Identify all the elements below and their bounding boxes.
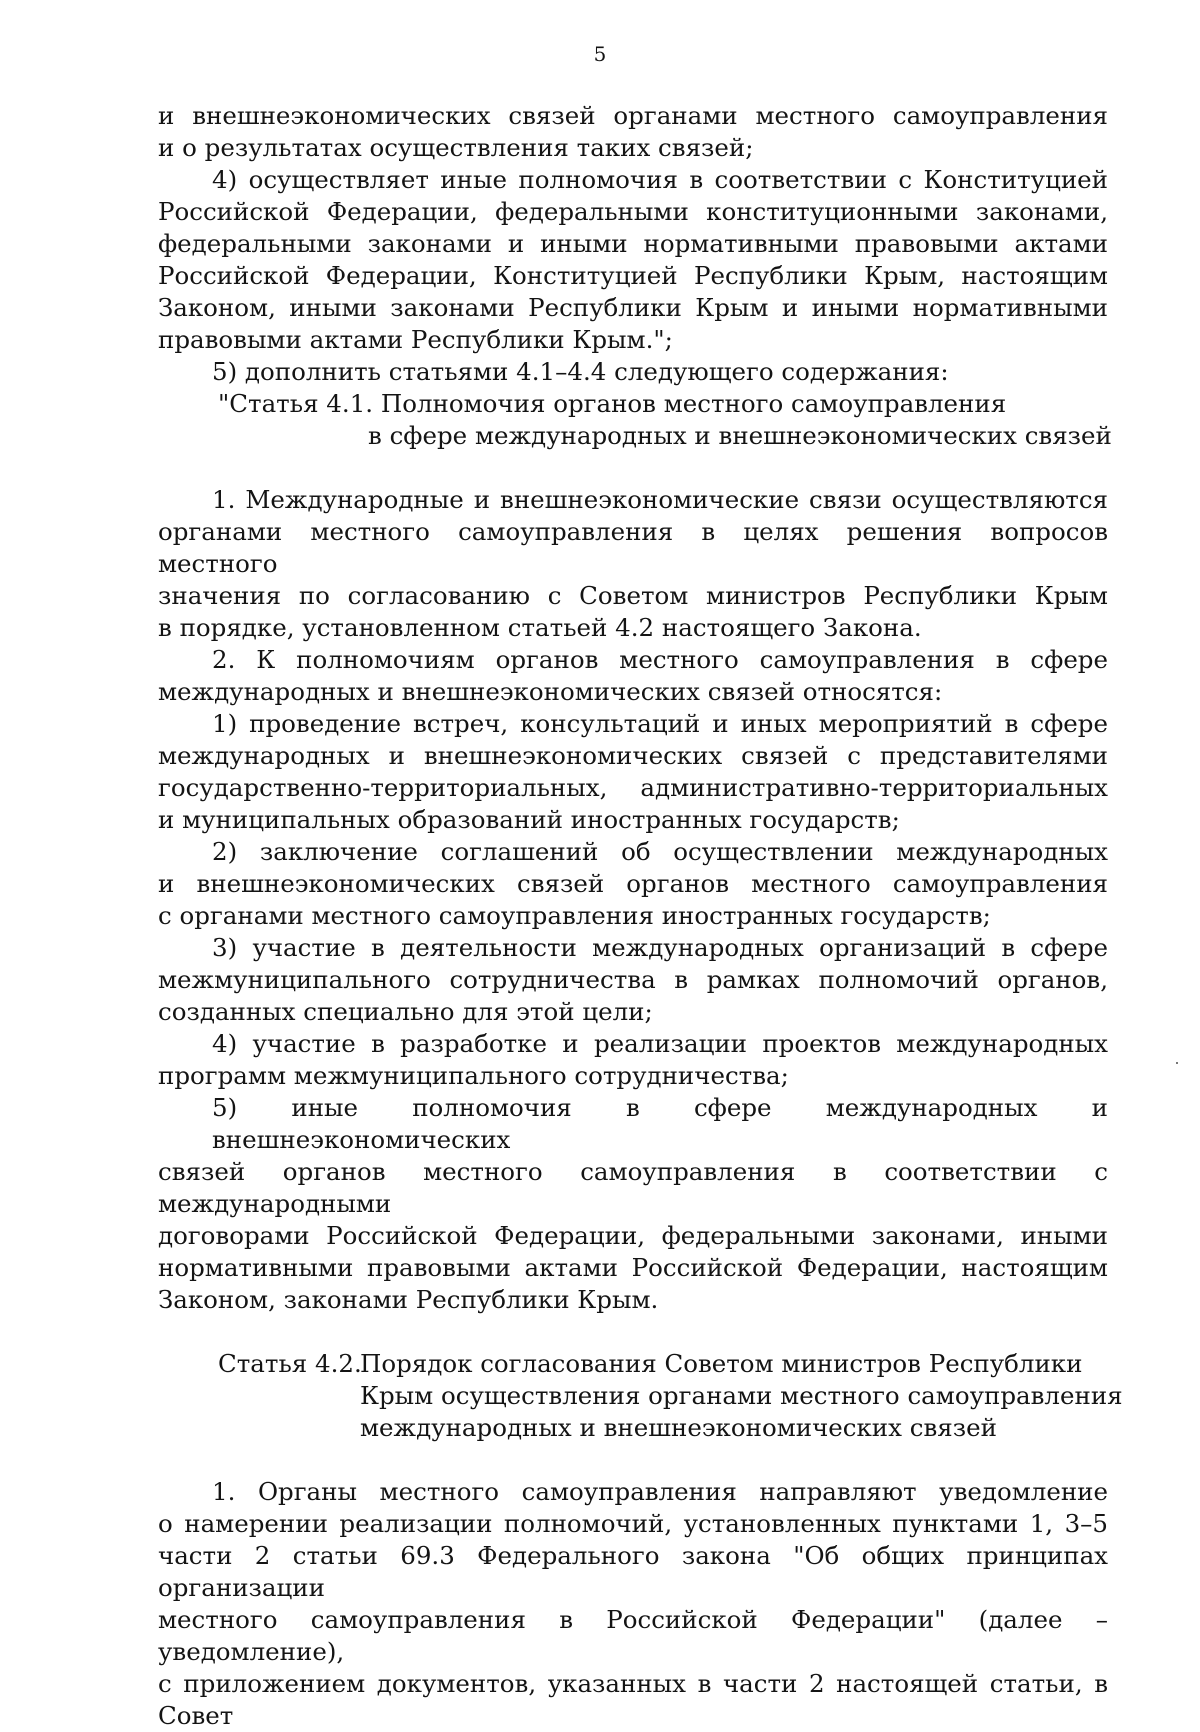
text-line: с приложением документов, указанных в части 2 настоящей статьи, в Совет xyxy=(158,1669,1108,1730)
article-4-1-part-2 xyxy=(158,644,1108,708)
list-item-4 xyxy=(158,1028,1108,1092)
text-line: программ межмуниципального сотрудничества; xyxy=(158,1061,789,1090)
text-line: межмуниципального сотрудничества в рамках полномочий органов, xyxy=(158,965,1108,994)
heading-line: Крым осуществления органами местного самоуправления xyxy=(360,1381,1123,1410)
item-5-paragraph: 5) дополнить статьями 4.1–4.4 следующего содержания: xyxy=(212,357,949,386)
text-line: нормативными правовыми актами Российской Федерации, настоящим xyxy=(158,1253,1108,1282)
list-item-2 xyxy=(158,836,1108,932)
text-line: 2. К полномочиям органов местного самоуправления в сфере xyxy=(212,645,1108,674)
text-line: 3) участие в деятельности международных организаций в сфере xyxy=(212,933,1108,962)
text-line: федеральными законами и иными нормативными правовыми актами xyxy=(158,229,1108,258)
heading-line: Порядок согласования Советом министров Республики xyxy=(360,1349,1083,1378)
text-line: международных и внешнеэкономических связей с представителями xyxy=(158,741,1108,770)
heading-line: "Статья 4.1. Полномочия органов местного самоуправления xyxy=(218,389,1007,418)
text-line: созданных специально для этой цели; xyxy=(158,997,653,1026)
text-line: с органами местного самоуправления иностранных государств; xyxy=(158,901,991,930)
heading-line: международных и внешнеэкономических связей xyxy=(360,1413,997,1442)
text-line: правовыми актами Республики Крым."; xyxy=(158,325,673,354)
text-line: и муниципальных образований иностранных государств; xyxy=(158,805,900,834)
text-line: 4) осуществляет иные полномочия в соответствии с Конституцией xyxy=(212,165,1108,194)
article-4-2-heading xyxy=(158,1348,1123,1444)
text-line: и внешнеэкономических связей органов местного самоуправления xyxy=(158,869,1108,898)
continuation-paragraph xyxy=(158,100,1108,164)
text-line: договорами Российской Федерации, федеральными законами, иными xyxy=(158,1221,1108,1250)
list-item-1 xyxy=(158,708,1108,836)
text-line: 1. Международные и внешнеэкономические связи осуществляются xyxy=(212,485,1108,514)
article-4-2-part-1 xyxy=(158,1476,1108,1732)
item-4-paragraph xyxy=(158,164,1108,356)
text-line: 1) проведение встреч, консультаций и иных мероприятий в сфере xyxy=(212,709,1108,738)
list-item-5 xyxy=(158,1092,1108,1316)
text-line: Законом, иными законами Республики Крым и иными нормативными xyxy=(158,293,1108,322)
text-line: местного самоуправления в Российской Федерации" (далее – уведомление), xyxy=(158,1605,1108,1666)
page-number: 5 xyxy=(593,42,607,66)
text-line: 2) заключение соглашений об осуществлении международных xyxy=(212,837,1108,866)
text-line: и внешнеэкономических связей органами местного самоуправления xyxy=(158,101,1108,130)
text-line: органами местного самоуправления в целях решения вопросов местного xyxy=(158,517,1108,578)
text-line: о намерении реализации полномочий, установленных пунктами 1, 3–5 xyxy=(158,1509,1108,1538)
article-label: Статья 4.2. xyxy=(218,1349,362,1378)
scan-speck xyxy=(1176,1062,1178,1064)
text-line: международных и внешнеэкономических связей относятся: xyxy=(158,677,943,706)
text-line: Российской Федерации, федеральными конституционными законами, xyxy=(158,197,1108,226)
list-item-3 xyxy=(158,932,1108,1028)
text-line: связей органов местного самоуправления в соответствии с международными xyxy=(158,1157,1108,1218)
article-title xyxy=(360,1348,1123,1444)
heading-line: в сфере международных и внешнеэкономических связей xyxy=(368,421,1112,450)
text-line: Законом, законами Республики Крым. xyxy=(158,1285,659,1314)
text-line: 1. Органы местного самоуправления направляют уведомление xyxy=(212,1477,1108,1506)
article-4-1-heading xyxy=(158,388,1112,452)
text-line: части 2 статьи 69.3 Федерального закона "Об общих принципах организации xyxy=(158,1541,1108,1602)
text-line: государственно-территориальных, административно-территориальных xyxy=(158,773,1108,802)
text-line: Российской Федерации, Конституцией Республики Крым, настоящим xyxy=(158,261,1108,290)
text-line: в порядке, установленном статьей 4.2 настоящего Закона. xyxy=(158,613,922,642)
text-line: значения по согласованию с Советом министров Республики Крым xyxy=(158,581,1108,610)
text-line: 5) иные полномочия в сфере международных и внешнеэкономических xyxy=(212,1093,1108,1154)
text-line: и о результатах осуществления таких связей; xyxy=(158,133,754,162)
text-line: 4) участие в разработке и реализации проектов международных xyxy=(212,1029,1108,1058)
article-4-1-part-1 xyxy=(158,484,1108,644)
